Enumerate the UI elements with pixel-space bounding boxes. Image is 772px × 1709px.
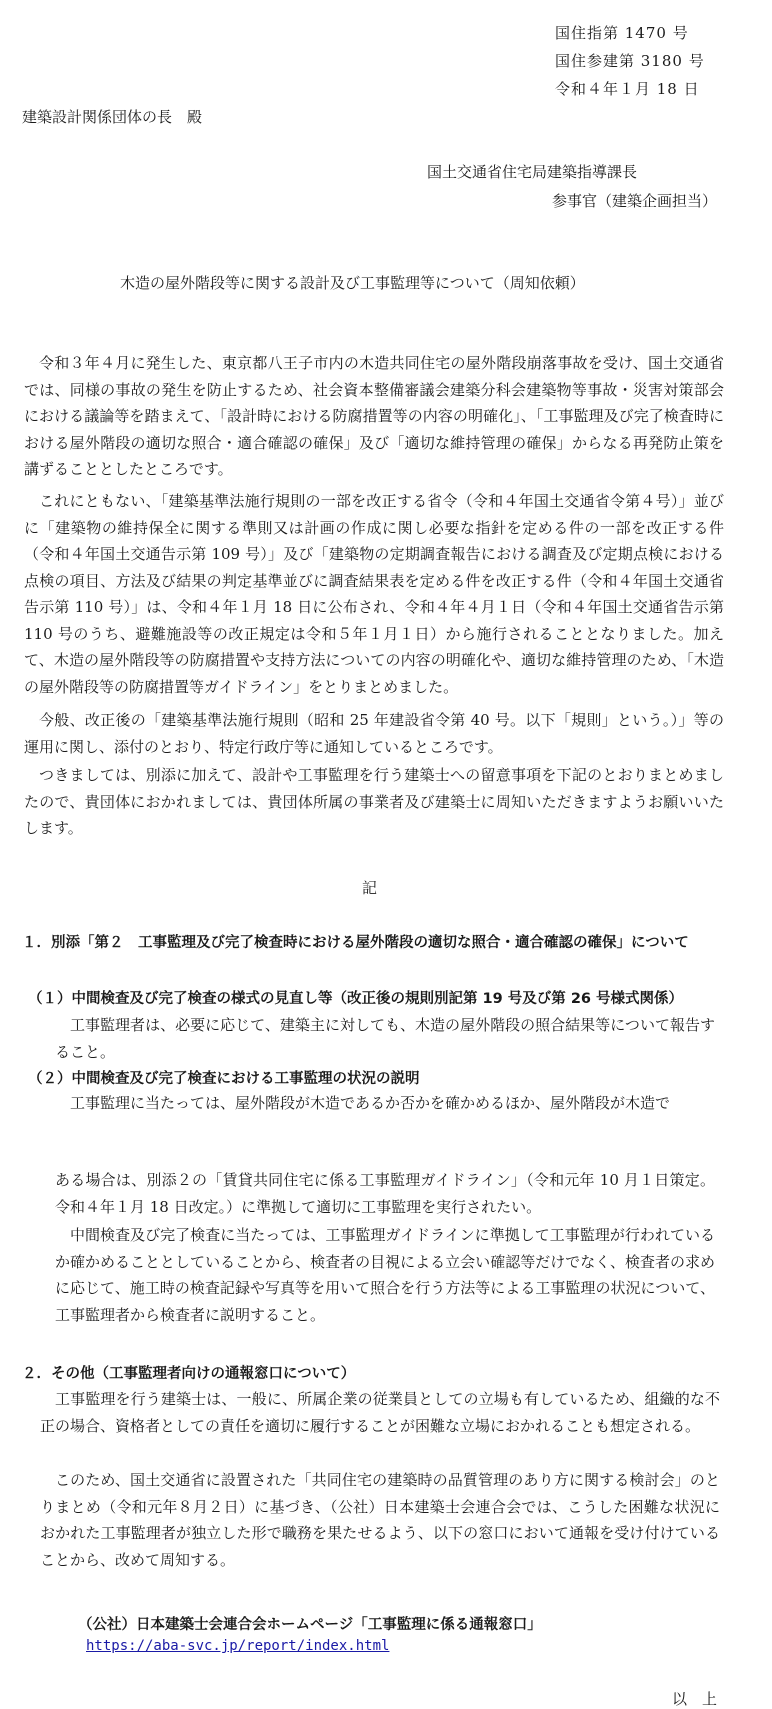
addressee: 建築設計関係団体の長 殿: [22, 108, 203, 126]
section-1-heading: １．別添「第２ 工事監理及び完了検査時における屋外階段の適切な照合・適合確認の確保」について: [22, 935, 689, 951]
body-paragraph-1: 令和３年４月に発生した、東京都八王子市内の木造共同住宅の屋外階段崩落事故を受け、国土交通省では、同様の事故の発生を防止するため、社会資本整備審議会建築分科会建築物等事故・災害対策部会における議論等を踏まえて、「設計時における防腐措置等の内容の明確化」、「工事監理及び完了検査時における屋外階段の適切な照合・適合確認の確保」及び「適切な維持管理の確保」からなる再発防止策を講ずることとしたところです。: [24, 354, 724, 478]
body-paragraph-2: これにともない、「建築基準法施行規則の一部を改正する省令（令和４年国土交通省令第４号）」並びに「建築物の維持保全に関する準則又は計画の作成に関し必要な指針を定める件の一部を改正する件（令和４年国土交通告示第 109 号）」及び「建築物の定期調査報告における調査及び定期点検における点検の項目、方法及び結果の判定基準並びに調査結果表を定める件を改正する件（令和４年国土交通省告示第 110 号）」は、令和４年１月 18 日に公布され、令和４年４月１日（令和４年国土交通省告示第 110 号のうち、避難施設等の改正規定は令和５年１月１日）から施行されることとなりました。加えて、木造の屋外階段等の防腐措置や支持方法についての内容の明確化や、適切な維持管理のため、「木造の屋外階段等の防腐措置等ガイドライン」をとりまとめました。: [24, 492, 724, 696]
footer-fragment: 以 上: [672, 1690, 718, 1708]
sender-line-2: 参事官（建築企画担当）: [552, 192, 718, 210]
ki-heading: 記: [362, 879, 378, 897]
section-2-heading: ２．その他（工事監理者向けの通報窓口について）: [22, 1366, 356, 1382]
section-1-sub-2-text-a: 工事監理に当たっては、屋外階段が木造であるか否かを確かめるほか、屋外階段が木造で: [70, 1094, 671, 1112]
section-1-sub-2-text-b: ある場合は、別添２の「賃貸共同住宅に係る工事監理ガイドライン」（令和元年 10 月１日策定。令和４年１月 18 日改定。）に準拠して適切に工事監理を実行されたい。: [55, 1171, 715, 1216]
contact-url-link[interactable]: https://aba-svc.jp/report/index.html: [86, 1638, 390, 1654]
section-1-sub-2-text-c: 中間検査及び完了検査に当たっては、工事監理ガイドラインに準拠して工事監理が行われているか確かめることとしていることから、検査者の目視による立会い確認等だけでなく、検査者の求めに応じて、施工時の検査記録や写真等を用いて照合を行う方法等による工事監理の状況について、工事監理者から検査者に説明すること。: [55, 1226, 715, 1324]
document-number-1: 国住指第 1470 号: [555, 24, 689, 42]
section-2-text-b: このため、国土交通省に設置された「共同住宅の建築時の品質管理のあり方に関する検討会」のとりまとめ（令和元年８月２日）に基づき、（公社）日本建築士会連合会では、こうした困難な状況におかれた工事監理者が独立した形で職務を果たせるよう、以下の窓口において通報を受け付けていることから、改めて周知する。: [40, 1471, 720, 1569]
contact-label: （公社）日本建築士会連合会ホームページ「工事監理に係る通報窓口」: [78, 1617, 542, 1633]
body-paragraph-3: 今般、改正後の「建築基準法施行規則（昭和 25 年建設省令第 40 号。以下「規則」という。）」等の運用に関し、添付のとおり、特定行政庁等に通知しているところです。: [24, 711, 724, 756]
section-1-sub-1-heading: （１）中間検査及び完了検査の様式の見直し等（改正後の規則別記第 19 号及び第 26 号様式関係）: [28, 991, 684, 1007]
body-paragraph-4: つきましては、別添に加えて、設計や工事監理を行う建築士への留意事項を下記のとおりまとめましたので、貴団体におかれましては、貴団体所属の事業者及び建築士に周知いただきますようお願いいたします。: [24, 766, 724, 837]
section-2-text-a: 工事監理を行う建築士は、一般に、所属企業の従業員としての立場も有しているため、組織的な不正の場合、資格者としての責任を適切に履行することが困難な立場におかれることも想定される。: [40, 1390, 720, 1435]
section-1-sub-2-heading: （２）中間検査及び完了検査における工事監理の状況の説明: [28, 1071, 420, 1087]
section-1-sub-1-text: 工事監理者は、必要に応じて、建築主に対しても、木造の屋外階段の照合結果等について報告すること。: [55, 1016, 715, 1061]
sender-line-1: 国土交通省住宅局建築指導課長: [427, 163, 638, 181]
document-number-2: 国住参建第 3180 号: [555, 52, 705, 70]
document-date: 令和４年１月 18 日: [555, 80, 700, 98]
document-title: 木造の屋外階段等に関する設計及び工事監理等について（周知依頼）: [120, 274, 585, 292]
